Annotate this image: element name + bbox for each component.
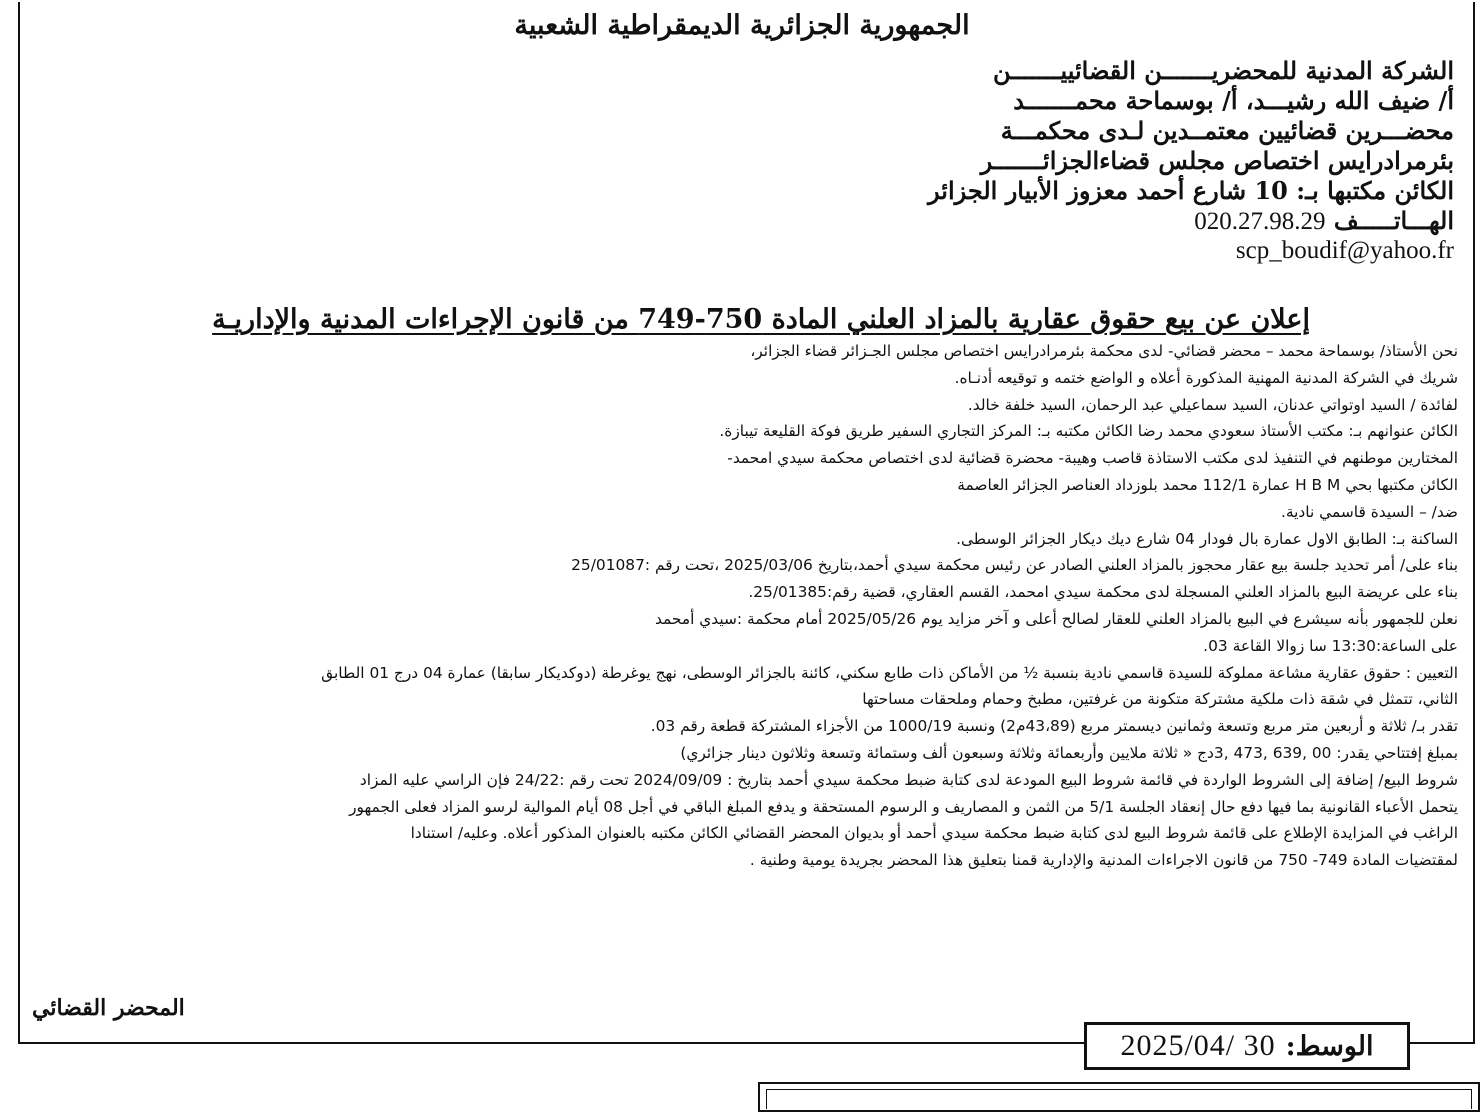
header-line-phone	[654, 206, 1454, 236]
phone-number: 020.27.98.29	[1194, 208, 1326, 235]
body-line: نحن الأستاذ/ بوسماحة محمد – محضر قضائي- لدى محكمة بئرمرادرايس اختصاص مجلس الجـزائر قضاء الجزائر،	[750, 342, 1458, 360]
phone-label: الهـــاتـــــف	[1333, 206, 1454, 235]
publication-date: 2025/04/ 30	[1120, 1029, 1276, 1062]
body-line: نعلن للجمهور بأنه سيشرع في البيع بالمزاد العلني للعقار لصالح أعلى و آخر مزايد يوم 2025/05/26 أمام محكمة :سيدي أمحمد	[654, 609, 1458, 628]
body-line: لفائدة / السيد اوتواتي عدنان، السيد سماعيلي عبد الرحمان، السيد خلفة خالد.	[967, 395, 1458, 414]
body-line: بمبلغ إفتتاحي يقدر: 00 ,639 ,473 ,3دج « ثلاثة ملايين وأربعمائة وثلاثة وسبعون ألف وستمائة وتسعة وثلاثون دينار جزائري)	[680, 743, 1458, 762]
body-line: الثاني، تتمثل في شقة ذات ملكية مشتركة متكونة من غرفتين، مطبخ وحمام وملحقات مساحتها	[862, 690, 1458, 709]
body-line: بناء على/ أمر تحديد جلسة بيع عقار محجوز بالمزاد العلني الصادر عن رئيس محكمة سيدي أحمد،بتاريخ 2025/03/06 ،تحت رقم :25/01087	[571, 556, 1458, 575]
body-line: ضد/ – السيدة قاسمي نادية.	[1281, 502, 1458, 521]
header-line-email	[654, 236, 1454, 266]
next-notice-inner-frame	[766, 1089, 1472, 1109]
notice-title: إعلان عن بيع حقوق عقارية بالمزاد العلني المادة 750-749 من قانون الإجراءات المدنية والإداريـة	[212, 304, 1310, 335]
body-line: الكائن عنوانهم بـ: مكتب الأستاذ سعودي محمد رضا الكائن مكتبه بـ: المركز التجاري السفير طريق فوكة القليعة تيبازة.	[719, 422, 1458, 441]
body-line: الراغب في المزايدة الإطلاع على قائمة شروط البيع لدى كتابة ضبط محكمة سيدي أحمد أو بديوان المحضر القضائي الكائن مكتبه بالعنوان المذكور أعلاه. وعليه/ استنادا	[410, 824, 1458, 843]
header-line-accreditation: محضـــرين قضائيين معتمــدين لـدى محكمـــة	[1000, 116, 1454, 145]
header-line-jurisdiction: بئرمرادرايس اختصاص مجلس قضاءالجزائـــــــر	[980, 146, 1454, 175]
header-line-partners: أ/ ضيف الله رشيـــد، أ/ بوسماحة محمـــــــد	[1013, 86, 1454, 115]
body-line: الساكنة بـ: الطابق الاول عمارة بال فودار 04 شارع ديك ديكار الجزائر الوسطى.	[956, 529, 1458, 548]
newspaper-label: الوسط:	[1285, 1030, 1374, 1062]
body-line: تقدر بـ/ ثلاثة و أربعين متر مربع وتسعة وثمانين ديسمتر مربع (43،89م2) ونسبة 1000/19 من الأجزاء المشتركة قطعة رقم 03.	[650, 717, 1458, 736]
body-line: بناء على عريضة البيع بالمزاد العلني المسجلة لدى محكمة سيدي امحمد، القسم العقاري، قضية رقم:25/01385.	[748, 583, 1458, 602]
republic-heading: الجمهورية الجزائرية الديمقراطية الشعبية	[514, 10, 970, 41]
header-line-address: الكائن مكتبها بـ: 10 شارع أحمد معزوز الأبيار الجزائر	[928, 176, 1454, 205]
body-line: شريك في الشركة المدنية المهنية المذكورة أعلاه و الواضع ختمه و توقيعه أدنـاه.	[954, 368, 1458, 387]
body-line: لمقتضيات المادة 749- 750 من قانون الاجراءات المدنية والإدارية قمنا بتعليق هذا المحضر بجريدة يومية وطنية .	[749, 851, 1458, 870]
body-line: شروط البيع/ إضافة إلى الشروط الواردة في قائمة شروط البيع المودعة لدى كتابة ضبط محكمة سيدي أحمد بتاريخ : 2024/09/09 تحت رقم :24/22 فإن الراسي عليه المزاد	[359, 770, 1458, 789]
office-header	[654, 56, 1454, 266]
email-address: scp_boudif@yahoo.fr	[1235, 237, 1454, 264]
header-line-company: الشركة المدنية للمحضريـــــــن القضائييـــــــن	[993, 56, 1454, 85]
body-line: الكائن مكتبها بحي H B M عمارة 112/1 محمد بلوزداد العناصر الجزائر العاصمة	[957, 475, 1458, 494]
signer-label: المحضر القضائي	[32, 995, 185, 1021]
publication-date-box	[1084, 1022, 1410, 1070]
body-line: التعيين : حقوق عقارية مشاعة مملوكة للسيدة قاسمي نادية بنسبة ½ من الأماكن ذات طابع سكني، كائنة بالجزائر الوسطى، نهج يوغرطة (دوكديكار سابقا) عمارة 04 درج 01 الطابق	[321, 663, 1458, 682]
body-line: يتحمل الأعباء القانونية بما فيها دفع حال إنعقاد الجلسة 5/1 من الثمن و المصاريف و الرسوم المستحقة و يدفع المبلغ الباقي في أجل 08 أيام الموالية لرسو المزاد فعلى الجمهور	[349, 797, 1458, 816]
body-line: على الساعة:13:30 سا زوالا القاعة 03.	[1203, 636, 1458, 655]
notice-body	[28, 338, 1458, 874]
body-line: المختارين موطنهم في التنفيذ لدى مكتب الاستاذة قاصب وهيبة- محضرة قضائية لدى اختصاص محكمة سيدي امحمد-	[727, 449, 1458, 468]
